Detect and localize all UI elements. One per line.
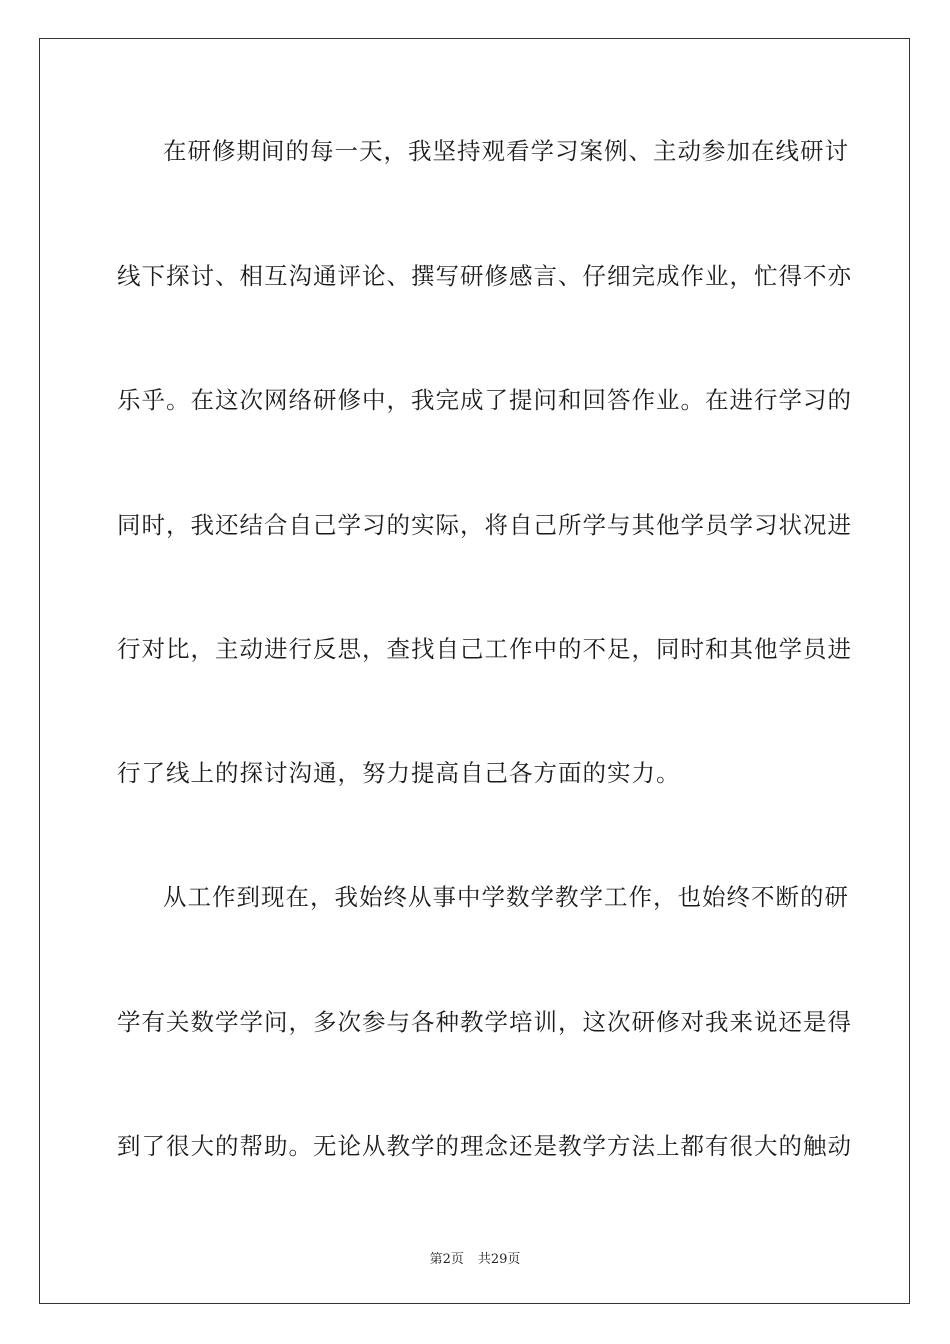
paragraph-1-line-6: 行了线上的探讨沟通，努力提高自己各方面的实力。	[117, 759, 681, 787]
paragraph-1-line-2: 线下探讨、相互沟通评论、撰写研修感言、仔细完成作业，忙得不亦	[117, 262, 852, 290]
paragraph-1-line-4: 同时，我还结合自己学习的实际，将自己所学与其他学员学习状况进	[117, 511, 852, 539]
paragraph-2-line-2: 学有关数学学问，多次参与各种教学培训，这次研修对我来说还是得	[117, 1008, 852, 1036]
page-footer	[0, 1248, 950, 1267]
paragraph-1-line-5: 行对比，主动进行反思，查找自己工作中的不足，同时和其他学员进	[117, 635, 852, 663]
paragraph-2-line-3: 到了很大的帮助。无论从教学的理念还是教学方法上都有很大的触动	[117, 1132, 852, 1160]
paragraph-1-line-3: 乐乎。在这次网络研修中，我完成了提问和回答作业。在进行学习的	[117, 386, 852, 414]
page-border	[39, 38, 910, 1304]
page-total: 共29页	[477, 1252, 521, 1267]
paragraph-1-line-1: 在研修期间的每一天，我坚持观看学习案例、主动参加在线研讨	[163, 137, 849, 165]
page-number: 第2页	[429, 1252, 464, 1267]
paragraph-2-line-1: 从工作到现在，我始终从事中学数学教学工作，也始终不断的研	[163, 883, 849, 911]
